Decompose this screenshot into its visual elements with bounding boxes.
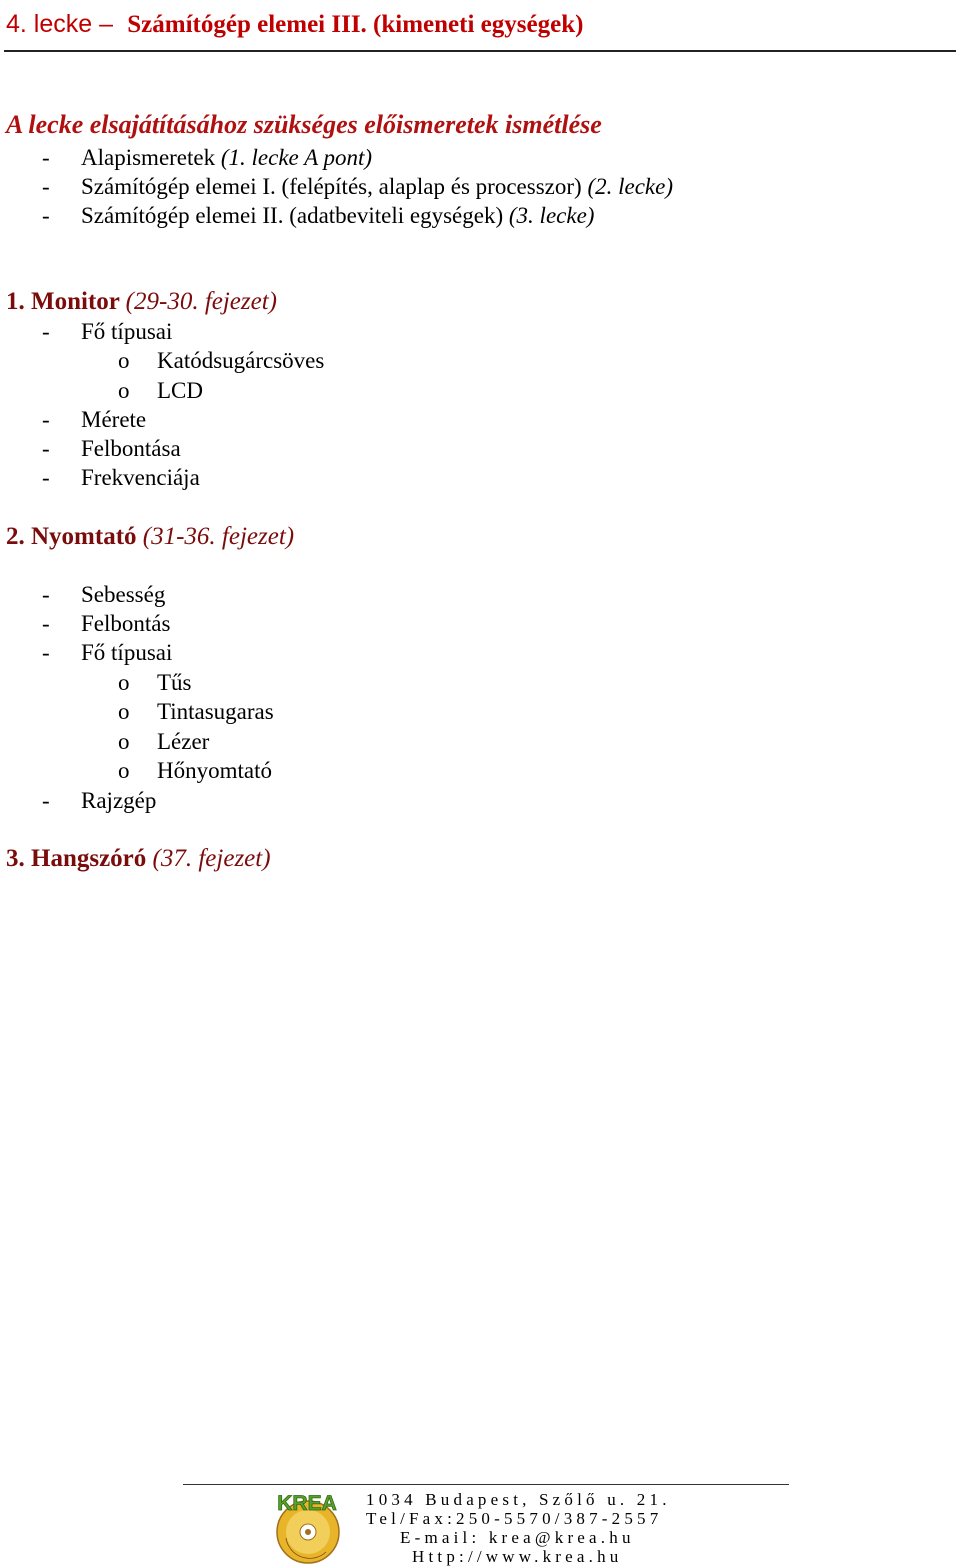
section-title: 2. Nyomtató <box>6 523 137 550</box>
prereq-text: Számítógép elemei II. (adatbeviteli egységek) <box>81 203 504 228</box>
list-item-text: Tintasugaras <box>157 699 274 724</box>
bullet-marker: o <box>118 699 130 724</box>
list-item-text: Katódsugárcsöves <box>157 348 325 373</box>
dash-marker: - <box>42 611 50 636</box>
list-item-text: Mérete <box>81 407 147 432</box>
bullet-marker: o <box>118 758 130 783</box>
dash-marker: - <box>42 436 50 461</box>
prereq-text: Számítógép elemei I. (felépítés, alaplap és processzor) <box>81 174 582 199</box>
footer-address: 1034 Budapest, Szőlő u. 21. <box>366 1490 671 1509</box>
list-item-text: LCD <box>157 378 203 403</box>
section-ref: (37. fejezet) <box>152 845 271 872</box>
section-heading-speaker <box>6 845 271 873</box>
list-item-text: Fő típusai <box>81 319 173 344</box>
list-item-text: Lézer <box>157 729 210 754</box>
list-item-text: Hőnyomtató <box>157 758 272 783</box>
list-item-text: Sebesség <box>81 582 166 607</box>
footer-email: E-mail: krea@krea.hu <box>400 1528 635 1547</box>
prereq-text: Alapismeretek <box>81 145 216 170</box>
prereq-ref: (2. lecke) <box>587 174 673 199</box>
bullet-marker: o <box>118 729 130 754</box>
bullet-marker: o <box>118 670 130 695</box>
dash-marker: - <box>42 203 50 228</box>
dash-marker: - <box>42 582 50 607</box>
list-item-text: Frekvenciája <box>81 465 200 490</box>
list-item-text: Fő típusai <box>81 640 173 665</box>
dash-marker: - <box>42 640 50 665</box>
dash-marker: - <box>42 145 50 170</box>
section-ref: (29-30. fejezet) <box>125 288 278 315</box>
list-item-text: Rajzgép <box>81 788 157 813</box>
list-item-text: Felbontása <box>81 436 181 461</box>
prereq-heading: A lecke elsajátításához szükséges előismeretek ismétlése <box>6 110 602 139</box>
bullet-marker: o <box>118 378 130 403</box>
dash-marker: - <box>42 319 50 344</box>
prereq-ref: (3. lecke) <box>508 203 595 228</box>
prereq-ref: (1. lecke A pont) <box>220 145 373 170</box>
title-divider <box>4 50 956 52</box>
section-heading-monitor <box>6 288 277 316</box>
dash-marker: - <box>42 788 50 813</box>
section-title: 1. Monitor <box>6 288 120 315</box>
section-ref: (31-36. fejezet) <box>142 523 295 550</box>
section-heading-printer <box>6 523 294 551</box>
lesson-title: Számítógép elemei III. (kimeneti egységek) <box>127 11 584 38</box>
dash-marker: - <box>42 465 50 490</box>
page-title <box>6 10 583 39</box>
footer-web: Http://www.krea.hu <box>412 1547 623 1566</box>
svg-text:KREA: KREA <box>277 1492 337 1515</box>
krea-logo <box>266 1488 348 1564</box>
footer-divider <box>183 1484 789 1485</box>
section-title: 3. Hangszóró <box>6 845 147 872</box>
lesson-number: 4. lecke – <box>6 10 114 38</box>
dash-marker: - <box>42 407 50 432</box>
bullet-marker: o <box>118 348 130 373</box>
footer-phone: Tel/Fax:250-5570/387-2557 <box>366 1509 663 1528</box>
dash-marker: - <box>42 174 50 199</box>
list-item-text: Felbontás <box>81 611 171 636</box>
list-item-text: Tűs <box>157 670 192 695</box>
